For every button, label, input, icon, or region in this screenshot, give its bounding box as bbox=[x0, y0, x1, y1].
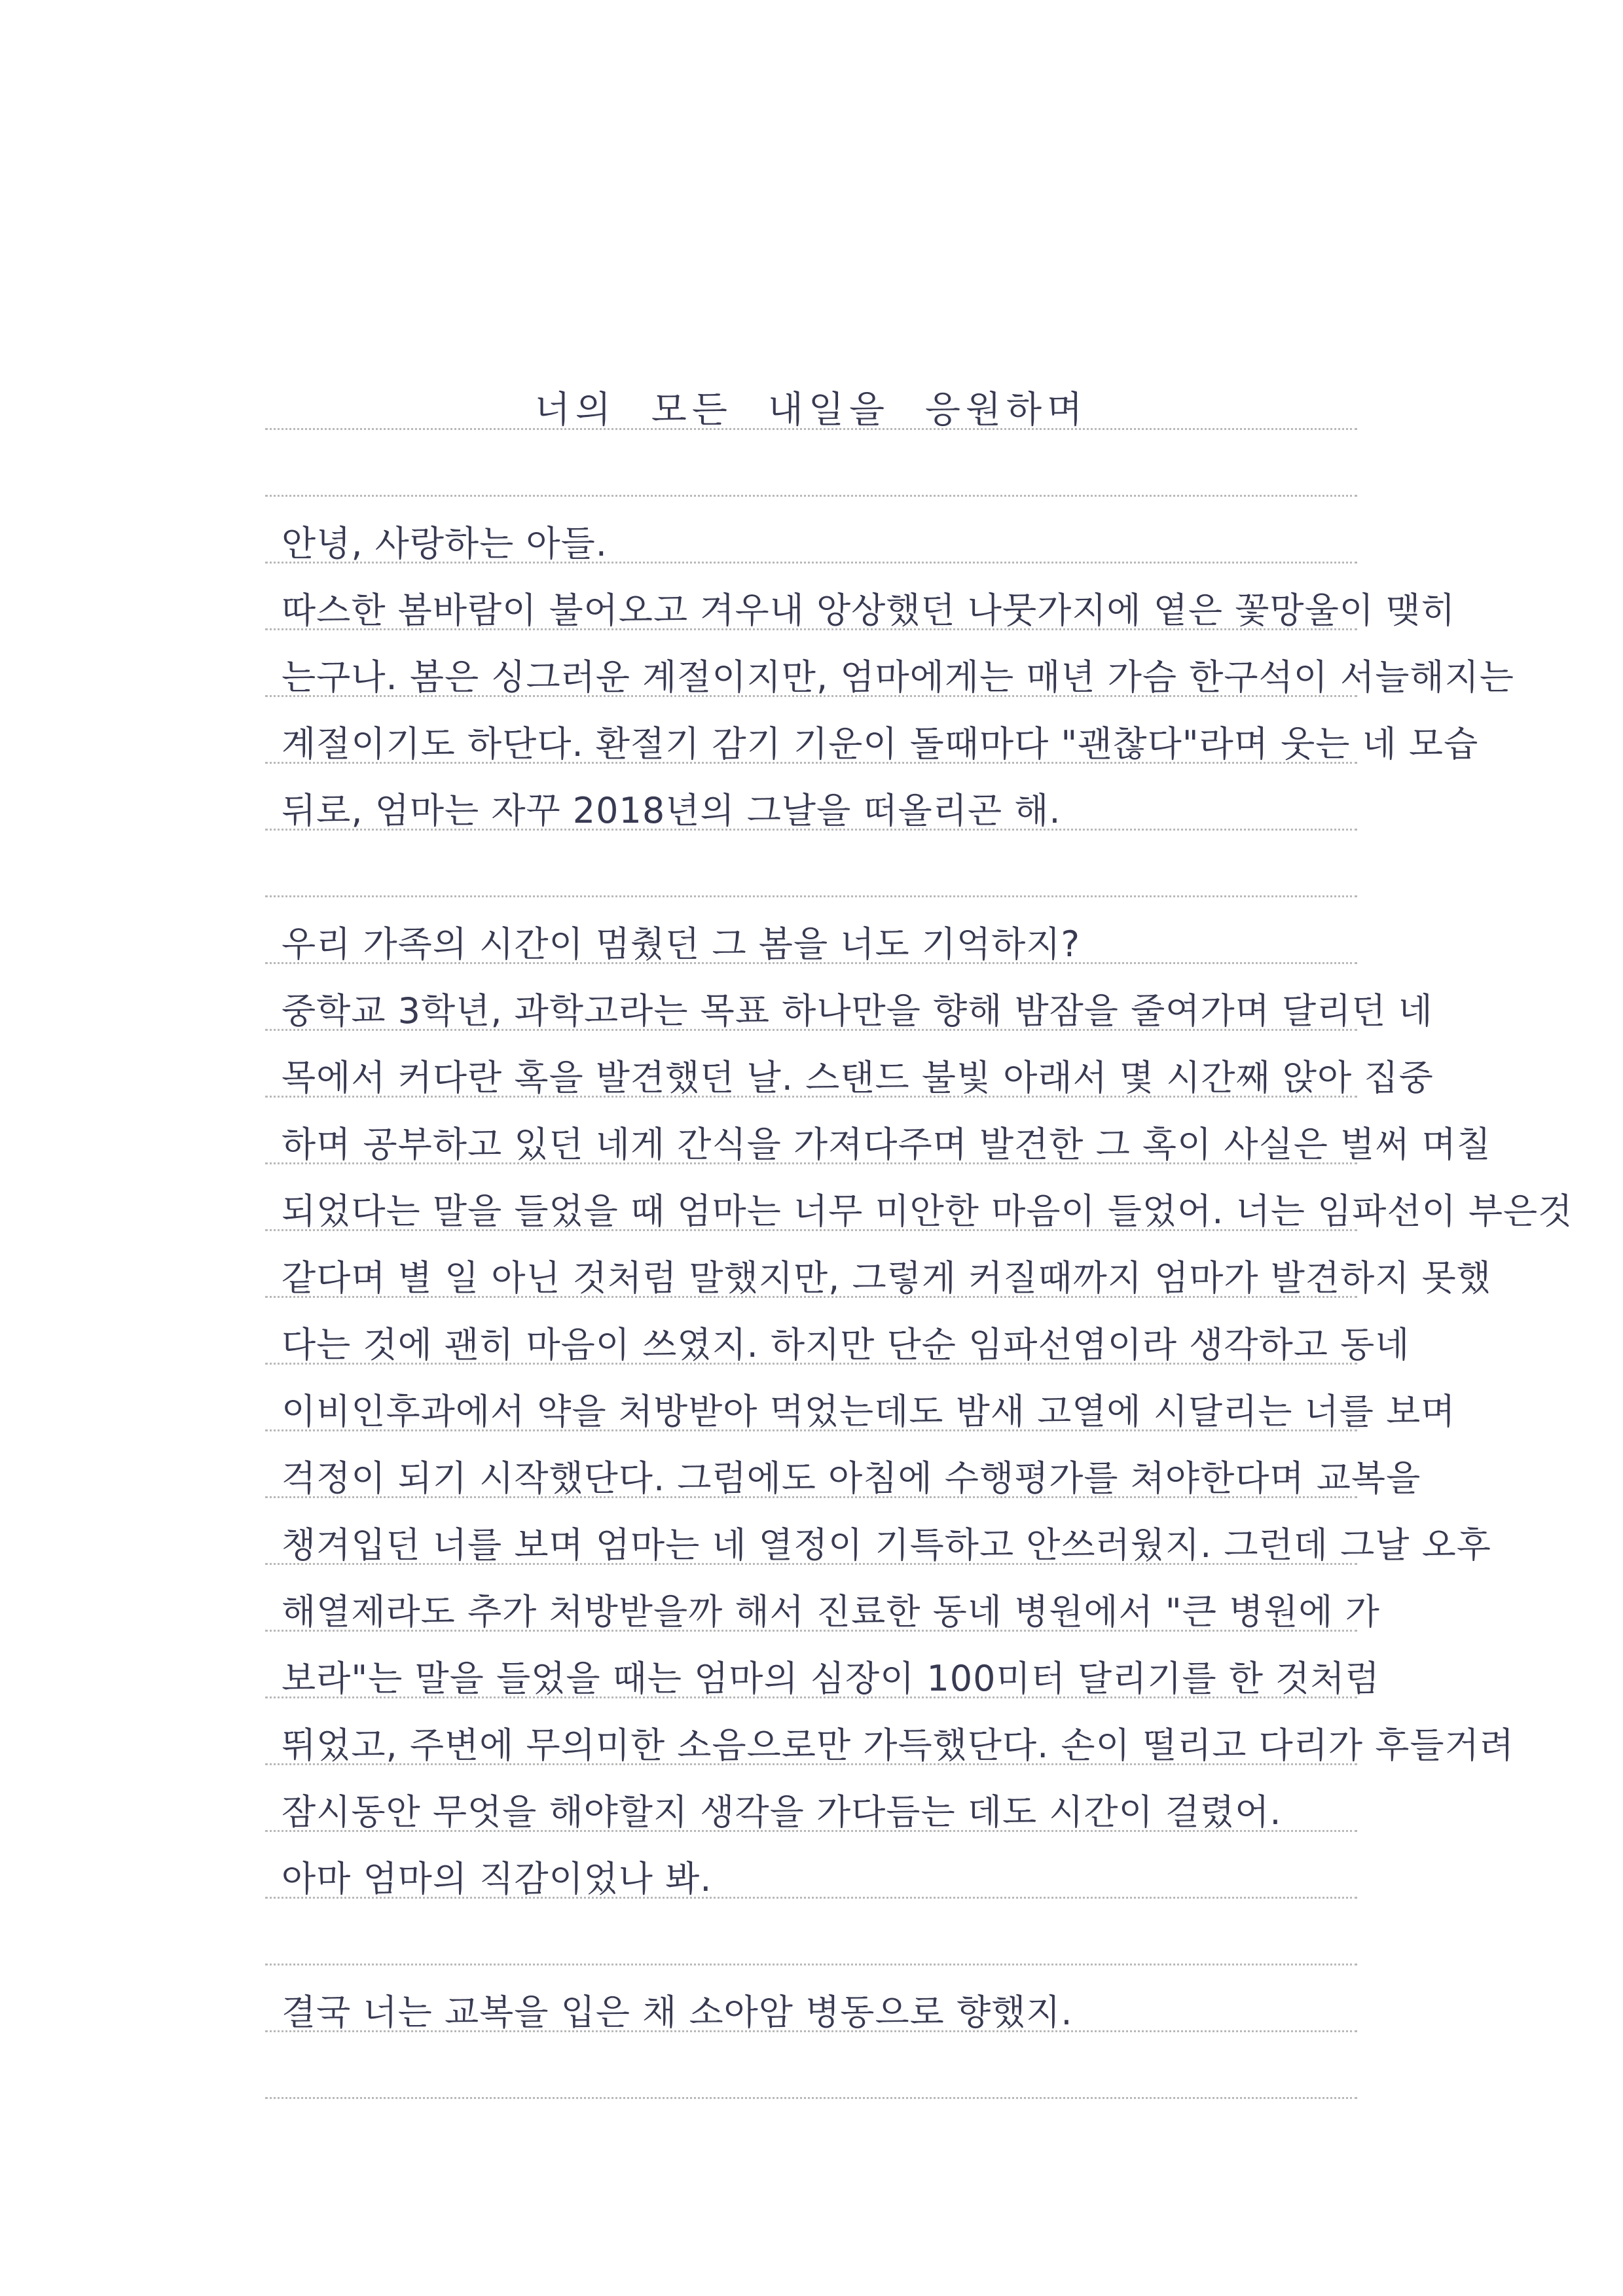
ruled-line bbox=[265, 2097, 1357, 2099]
letter-line: 우리 가족의 시간이 멈췄던 그 봄을 너도 기억하지? bbox=[282, 924, 1081, 965]
letter-line: 따스한 봄바람이 불어오고 겨우내 앙상했던 나뭇가지에 옅은 꽃망울이 맺히 bbox=[282, 590, 1456, 631]
letter-line: 걱정이 되기 시작했단다. 그럼에도 아침에 수행평가를 쳐야한다며 교복을 bbox=[282, 1458, 1421, 1499]
letter-line: 안녕, 사랑하는 아들. bbox=[282, 523, 608, 564]
letter-line: 챙겨입던 너를 보며 엄마는 네 열정이 기특하고 안쓰러웠지. 그런데 그날 오후 bbox=[282, 1524, 1491, 1566]
letter-line: 목에서 커다란 혹을 발견했던 날. 스탠드 불빛 아래서 몇 시간째 앉아 집중 bbox=[282, 1057, 1434, 1098]
letter-title: 너의 모든 내일을 응원하며 bbox=[534, 389, 1088, 431]
letter-line: 해열제라도 추가 처방받을까 해서 진료한 동네 병원에서 "큰 병원에 가 bbox=[282, 1591, 1380, 1632]
letter-line: 하며 공부하고 있던 네게 간식을 가져다주며 발견한 그 혹이 사실은 벌써 며칠 bbox=[282, 1124, 1491, 1165]
ruled-line bbox=[265, 495, 1357, 497]
letter-line: 뒤로, 엄마는 자꾸 2018년의 그날을 떠올리곤 해. bbox=[282, 790, 1061, 831]
letter-line: 이비인후과에서 약을 처방받아 먹었는데도 밤새 고열에 시달리는 너를 보며 bbox=[282, 1391, 1456, 1432]
letter-line: 중학교 3학년, 과학고라는 목표 하나만을 향해 밤잠을 줄여가며 달리던 네 bbox=[282, 990, 1433, 1031]
letter-line: 는구나. 봄은 싱그러운 계절이지만, 엄마에게는 매년 가슴 한구석이 서늘해지는 bbox=[282, 656, 1514, 698]
letter-line: 뛰었고, 주변에 무의미한 소음으로만 가득했단다. 손이 떨리고 다리가 후들거려 bbox=[282, 1725, 1514, 1766]
letter-line: 같다며 별 일 아닌 것처럼 말했지만, 그렇게 커질때까지 엄마가 발견하지 못했 bbox=[282, 1257, 1491, 1299]
ruled-line bbox=[265, 895, 1357, 897]
letter-line: 잠시동안 무엇을 해야할지 생각을 가다듬는 데도 시간이 걸렸어. bbox=[282, 1791, 1282, 1833]
letter-line: 다는 것에 괜히 마음이 쓰였지. 하지만 단순 임파선염이라 생각하고 동네 bbox=[282, 1324, 1410, 1365]
letter-line: 아마 엄마의 직감이었나 봐. bbox=[282, 1858, 712, 1899]
letter-line: 되었다는 말을 들었을 때 엄마는 너무 미안한 마음이 들었어. 너는 임파선이 부은것 bbox=[282, 1191, 1573, 1232]
ruled-line bbox=[265, 1964, 1357, 1965]
letter-line: 계절이기도 하단다. 환절기 감기 기운이 돌때마다 "괜찮다"라며 웃는 네 모습 bbox=[282, 723, 1479, 764]
letter-line: 보라"는 말을 들었을 때는 엄마의 심장이 100미터 달리기를 한 것처럼 bbox=[282, 1658, 1380, 1699]
letter-line: 결국 너는 교복을 입은 채 소아암 병동으로 향했지. bbox=[282, 1992, 1073, 2033]
